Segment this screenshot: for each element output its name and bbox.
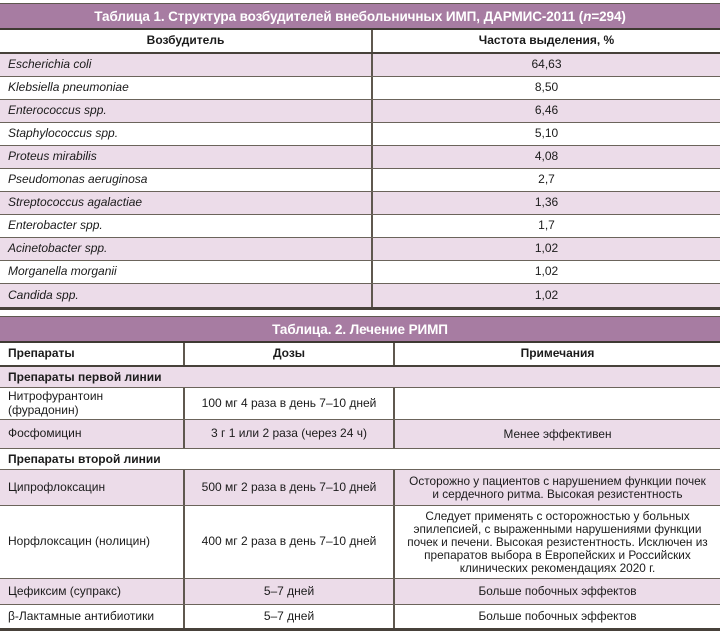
- table-row: [0, 123, 720, 146]
- table-row: [0, 238, 720, 261]
- drug-cell: Цефиксим (супракс): [0, 579, 185, 604]
- notes-cell: Больше побочных эффектов: [478, 584, 637, 598]
- dose-cell: 5–7 дней: [185, 579, 395, 604]
- table-row: [0, 261, 720, 284]
- section-row-second-line: Препараты второй линии: [0, 449, 720, 470]
- table2-header-dose: Дозы: [185, 343, 395, 365]
- pathogen-cell: Klebsiella pneumoniae: [0, 77, 373, 99]
- table1-header-row: [0, 30, 720, 54]
- frequency-cell: 1,02: [534, 287, 559, 302]
- drug-cell: Нитрофурантоин (фурадонин): [0, 388, 185, 419]
- table-row: [0, 506, 720, 579]
- table-treatment: [0, 316, 720, 631]
- table2-title-bar: [0, 316, 720, 343]
- table2-header-drug: Препараты: [0, 343, 185, 365]
- table1-header-pathogen: Возбудитель: [0, 30, 373, 52]
- table1-title: [94, 9, 626, 24]
- pathogen-cell: Staphylococcus spp.: [0, 123, 373, 145]
- drug-cell: Ципрофлоксацин: [0, 470, 185, 505]
- pathogen-cell: Pseudomonas aeruginosa: [0, 169, 373, 191]
- frequency-cell: 2,7: [538, 172, 555, 187]
- notes-cell: Осторожно у пациентов с нарушением функции почек и сердечного ритма. Высокая резистентность: [409, 473, 706, 501]
- table-row: [0, 77, 720, 100]
- dose-cell: 500 мг 2 раза в день 7–10 дней: [185, 470, 395, 505]
- table-row: [0, 605, 720, 628]
- drug-cell: Норфлоксацин (нолицин): [0, 506, 185, 578]
- frequency-cell: 64,63: [531, 57, 562, 72]
- notes-cell: Следует применять с осторожностью у больных эпилепсией, с выраженными нарушениями функции почек и печени. Высокая резистентность. Исключен из препаратов выбора в Европейских и Российских клинических рекомендациях 2020 г.: [407, 508, 708, 575]
- table-row: [0, 579, 720, 605]
- table-pathogens: [0, 3, 720, 310]
- table-row: [0, 192, 720, 215]
- table-row: [0, 54, 720, 77]
- pathogen-cell: Enterobacter spp.: [0, 215, 373, 237]
- section-row-first-line: Препараты первой линии: [0, 367, 720, 388]
- frequency-cell: 6,46: [534, 103, 559, 118]
- table-row: [0, 100, 720, 123]
- table-row: [0, 388, 720, 420]
- dose-cell: 100 мг 4 раза в день 7–10 дней: [185, 388, 395, 419]
- pathogen-cell: Enterococcus spp.: [0, 100, 373, 122]
- table1-header-frequency: Частота выделения, %: [478, 33, 615, 48]
- frequency-cell: 5,10: [534, 126, 559, 141]
- pathogen-cell: Candida spp.: [0, 284, 373, 307]
- drug-cell: Фосфомицин: [0, 420, 185, 448]
- table-row: [0, 420, 720, 449]
- pathogen-cell: Acinetobacter spp.: [0, 238, 373, 260]
- table1-title-bar: [0, 3, 720, 30]
- notes-cell: Менее эффективен: [503, 426, 612, 441]
- pathogen-cell: Streptococcus agalactiae: [0, 192, 373, 214]
- table2-header-notes: Примечания: [520, 346, 595, 361]
- dose-cell: 5–7 дней: [185, 605, 395, 628]
- table1-title-pre: Таблица 1. Структура возбудителей внебольничных ИМП, ДАРМИС-2011 (: [94, 8, 584, 24]
- frequency-cell: 1,36: [534, 195, 559, 210]
- table-row: [0, 284, 720, 307]
- table2-title: Таблица. 2. Лечение РИМП: [272, 321, 448, 337]
- pathogen-cell: Escherichia coli: [0, 54, 373, 76]
- table-row: [0, 215, 720, 238]
- notes-cell: [395, 388, 720, 419]
- frequency-cell: 1,02: [534, 264, 559, 279]
- table1-title-n: n: [583, 8, 592, 24]
- dose-cell: 400 мг 2 раза в день 7–10 дней: [185, 506, 395, 578]
- pathogen-cell: Proteus mirabilis: [0, 146, 373, 168]
- table1-title-post: =294): [591, 8, 626, 24]
- table-row: [0, 146, 720, 169]
- frequency-cell: 1,02: [534, 241, 559, 256]
- frequency-cell: 1,7: [538, 218, 555, 233]
- drug-cell: β-Лактамные антибиотики: [0, 605, 185, 628]
- frequency-cell: 4,08: [534, 149, 559, 164]
- notes-cell: Больше побочных эффектов: [478, 609, 637, 623]
- dose-cell: 3 г 1 или 2 раза (через 24 ч): [185, 420, 395, 448]
- pathogen-cell: Morganella morganii: [0, 261, 373, 283]
- frequency-cell: 8,50: [534, 80, 559, 95]
- table-row: [0, 169, 720, 192]
- table2-header-row: [0, 343, 720, 367]
- table-row: [0, 470, 720, 506]
